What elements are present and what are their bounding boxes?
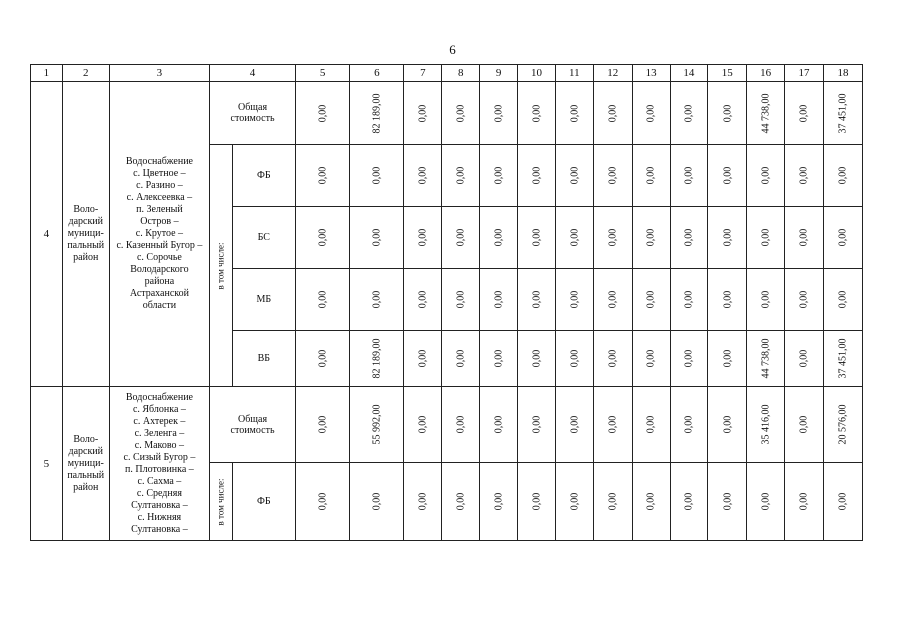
column-header: 10 (518, 65, 556, 82)
value-text: 0,00 (607, 349, 619, 368)
column-header: 4 (210, 65, 296, 82)
value-text: 0,00 (683, 228, 695, 247)
in-that-number-cell (210, 145, 233, 387)
value-cell (593, 145, 632, 207)
value-text: 0,00 (317, 349, 329, 368)
value-text: 0,00 (568, 349, 580, 368)
value-text: 0,00 (760, 166, 772, 185)
value-cell (350, 331, 404, 387)
value-cell (632, 331, 670, 387)
value-cell (442, 331, 480, 387)
value-text: 0,00 (317, 415, 329, 434)
value-cell (708, 207, 747, 269)
value-text: 0,00 (798, 228, 810, 247)
value-text: 0,00 (837, 290, 849, 309)
value-cell (785, 269, 824, 331)
column-header: 7 (404, 65, 442, 82)
value-text: 0,00 (530, 492, 542, 511)
value-cell (670, 463, 708, 541)
value-cell (518, 145, 556, 207)
value-text: 44 738,00 (760, 93, 772, 133)
value-cell (296, 331, 350, 387)
value-cell (350, 269, 404, 331)
funding-source-label: ФБ (232, 145, 295, 207)
object-name-line: с. Сахма – (137, 475, 182, 487)
value-text: 0,00 (371, 228, 383, 247)
value-cell (350, 145, 404, 207)
value-cell (708, 145, 747, 207)
funding-source-label: ВБ (232, 331, 295, 387)
object-name-line: с. Маково – (134, 439, 185, 451)
value-text: 0,00 (530, 228, 542, 247)
value-text: 0,00 (493, 290, 505, 309)
object-name-line: Остров – (140, 216, 179, 227)
value-text: 0,00 (607, 415, 619, 434)
value-cell (785, 145, 824, 207)
column-header: 15 (708, 65, 747, 82)
value-cell (442, 145, 480, 207)
district-name-line: дарский (68, 216, 104, 227)
object-name-line: с. Ахтерек – (133, 415, 186, 427)
value-cell (632, 82, 670, 145)
column-header: 6 (350, 65, 404, 82)
in-that-number-cell (210, 463, 233, 541)
value-text: 0,00 (760, 290, 772, 309)
value-text: 0,00 (371, 492, 383, 511)
value-cell (593, 387, 632, 463)
district-name-line: пальный (67, 240, 105, 251)
value-cell (555, 269, 593, 331)
value-cell (350, 463, 404, 541)
value-text: 0,00 (317, 290, 329, 309)
value-text: 0,00 (417, 492, 429, 511)
value-cell (823, 387, 862, 463)
value-text: 0,00 (837, 228, 849, 247)
object-name-line: Султановка – (131, 499, 188, 511)
total-cost-label: Общая стоимость (210, 387, 296, 463)
value-cell (632, 269, 670, 331)
value-text: 0,00 (493, 349, 505, 368)
value-text: 0,00 (645, 290, 657, 309)
object-name-line: с. Цветное – (133, 168, 186, 179)
object-cell (109, 82, 209, 387)
value-text: 0,00 (721, 290, 733, 309)
value-cell (404, 82, 442, 145)
value-text: 0,00 (317, 104, 329, 122)
value-cell (785, 82, 824, 145)
value-text: 0,00 (683, 104, 695, 122)
value-text: 0,00 (683, 349, 695, 368)
value-text: 0,00 (607, 492, 619, 511)
object-name-line: с. Яблонка – (132, 403, 186, 415)
district-name-line: муници- (67, 228, 104, 239)
value-text: 0,00 (837, 492, 849, 511)
value-cell (823, 207, 862, 269)
value-text: 0,00 (455, 166, 467, 185)
object-name-line: Водоснабжение (125, 391, 193, 403)
value-cell (296, 145, 350, 207)
value-text: 0,00 (798, 104, 810, 122)
value-cell (404, 387, 442, 463)
value-text: 0,00 (798, 349, 810, 368)
value-text: 0,00 (645, 228, 657, 247)
value-cell (747, 207, 785, 269)
object-name-line: Володарского (130, 264, 189, 275)
value-text: 0,00 (645, 349, 657, 368)
value-text: 0,00 (493, 166, 505, 185)
object-name-line: с. Средняя (136, 487, 182, 499)
value-cell (296, 207, 350, 269)
value-cell (785, 463, 824, 541)
value-text: 0,00 (417, 415, 429, 434)
column-header: 16 (747, 65, 785, 82)
value-cell (670, 387, 708, 463)
column-header: 11 (555, 65, 593, 82)
value-cell (404, 463, 442, 541)
value-cell (593, 269, 632, 331)
funding-source-label: БС (232, 207, 295, 269)
value-cell (350, 207, 404, 269)
value-cell (442, 207, 480, 269)
value-text: 82 189,00 (371, 338, 383, 379)
object-name (110, 156, 209, 312)
object-cell (109, 387, 209, 541)
total-cost-label: Общая стоимость (210, 82, 296, 145)
value-cell (747, 463, 785, 541)
district-name-line: Воло- (73, 433, 99, 445)
value-text: 0,00 (530, 104, 542, 122)
value-text: 0,00 (455, 290, 467, 309)
value-text: 0,00 (683, 290, 695, 309)
value-cell (555, 207, 593, 269)
value-cell (747, 145, 785, 207)
value-text: 0,00 (568, 166, 580, 185)
value-text: 0,00 (798, 415, 810, 434)
object-name-line: с. Зеленга – (134, 427, 185, 439)
value-text: 0,00 (417, 228, 429, 247)
object-name-line: с. Нижняя (137, 511, 182, 523)
in-that-number-label: в том числе: (215, 478, 226, 525)
district-cell (62, 82, 109, 387)
district-name (63, 204, 109, 264)
value-cell (404, 145, 442, 207)
value-cell (708, 463, 747, 541)
value-cell (823, 269, 862, 331)
value-cell (593, 463, 632, 541)
value-text: 0,00 (417, 349, 429, 368)
value-text: 0,00 (721, 228, 733, 247)
column-header: 18 (823, 65, 862, 82)
value-text: 0,00 (721, 415, 733, 434)
value-cell (480, 387, 518, 463)
value-cell (555, 463, 593, 541)
value-cell (593, 82, 632, 145)
value-cell (442, 387, 480, 463)
value-text: 0,00 (798, 492, 810, 511)
column-header: 5 (296, 65, 350, 82)
value-cell (747, 331, 785, 387)
value-text: 37 451,00 (837, 93, 849, 133)
value-cell (555, 145, 593, 207)
object-name-line: с. Разино – (136, 180, 183, 191)
group-number: 4 (31, 82, 63, 387)
value-cell (747, 269, 785, 331)
value-cell (593, 331, 632, 387)
value-text: 0,00 (683, 492, 695, 511)
column-header: 17 (785, 65, 824, 82)
value-cell (632, 387, 670, 463)
value-cell (296, 387, 350, 463)
value-cell (518, 463, 556, 541)
value-text: 0,00 (798, 166, 810, 185)
value-text: 0,00 (417, 166, 429, 185)
district-name-line: район (73, 481, 99, 493)
object-name-line: п. Плотовинка – (125, 463, 194, 475)
value-cell (823, 331, 862, 387)
value-text: 0,00 (455, 104, 467, 122)
value-cell (632, 145, 670, 207)
in-that-number-label: в том числе: (215, 242, 226, 289)
value-cell (518, 207, 556, 269)
object-name-line: п. Зеленый (136, 204, 183, 215)
value-cell (747, 82, 785, 145)
value-cell (518, 331, 556, 387)
column-header: 2 (62, 65, 109, 82)
value-text: 0,00 (493, 415, 505, 434)
column-header-row (31, 65, 863, 82)
value-text: 0,00 (371, 290, 383, 309)
value-cell (670, 82, 708, 145)
value-text: 0,00 (371, 166, 383, 185)
value-text: 0,00 (607, 166, 619, 185)
value-text: 0,00 (493, 228, 505, 247)
district-name-line: район (73, 252, 99, 263)
value-text: 0,00 (530, 166, 542, 185)
value-text: 0,00 (493, 492, 505, 511)
value-text: 0,00 (455, 415, 467, 434)
value-cell (632, 207, 670, 269)
value-text: 0,00 (798, 290, 810, 309)
value-text: 0,00 (568, 492, 580, 511)
column-header: 13 (632, 65, 670, 82)
object-name-line: Султановка – (131, 523, 188, 535)
object-name-line: с. Сорочье (136, 252, 182, 263)
value-text: 0,00 (837, 166, 849, 185)
district-name-line: Воло- (73, 204, 99, 215)
district-name-line: муници- (67, 457, 104, 469)
value-cell (823, 82, 862, 145)
value-text: 0,00 (530, 290, 542, 309)
value-text: 0,00 (455, 228, 467, 247)
value-text: 20 576,00 (837, 404, 849, 445)
value-text: 0,00 (455, 349, 467, 368)
value-cell (823, 463, 862, 541)
value-text: 82 189,00 (371, 93, 383, 133)
value-cell (480, 463, 518, 541)
value-text: 0,00 (317, 228, 329, 247)
value-text: 0,00 (683, 415, 695, 434)
value-cell (708, 331, 747, 387)
value-cell (480, 207, 518, 269)
value-text: 0,00 (760, 228, 772, 247)
value-text: 0,00 (317, 166, 329, 185)
group-number: 5 (31, 387, 63, 541)
district-name-line: дарский (68, 445, 104, 457)
value-text: 0,00 (721, 166, 733, 185)
value-text: 0,00 (607, 290, 619, 309)
object-name-line: с. Алексеевка – (126, 192, 193, 203)
column-header: 14 (670, 65, 708, 82)
value-text: 0,00 (568, 290, 580, 309)
value-cell (518, 82, 556, 145)
column-header: 8 (442, 65, 480, 82)
column-header: 9 (480, 65, 518, 82)
value-text: 0,00 (645, 166, 657, 185)
value-text: 0,00 (607, 104, 619, 122)
value-cell (555, 331, 593, 387)
object-name-line: Водоснабжение (125, 156, 193, 167)
table-row (31, 82, 863, 145)
object-name-line: Астраханской (129, 288, 189, 299)
column-header: 1 (31, 65, 63, 82)
value-cell (785, 331, 824, 387)
value-cell (670, 331, 708, 387)
object-name-line: с. Крутое – (135, 228, 184, 239)
value-cell (785, 387, 824, 463)
value-text: 44 738,00 (760, 338, 772, 379)
value-cell (480, 145, 518, 207)
district-cell (62, 387, 109, 541)
value-text: 0,00 (645, 415, 657, 434)
object-name-line: области (142, 300, 177, 311)
value-text: 0,00 (568, 104, 580, 122)
value-text: 0,00 (417, 104, 429, 122)
value-text: 0,00 (530, 415, 542, 434)
value-text: 0,00 (645, 104, 657, 122)
value-cell (670, 269, 708, 331)
value-cell (350, 387, 404, 463)
value-cell (708, 387, 747, 463)
value-text: 0,00 (530, 349, 542, 368)
value-cell (555, 387, 593, 463)
value-cell (480, 82, 518, 145)
value-cell (670, 207, 708, 269)
value-text: 0,00 (417, 290, 429, 309)
funding-source-label: ФБ (232, 463, 295, 541)
value-cell (708, 82, 747, 145)
column-header: 3 (109, 65, 209, 82)
table-row (31, 387, 863, 463)
value-text: 0,00 (493, 104, 505, 122)
value-text: 0,00 (568, 415, 580, 434)
value-text: 0,00 (721, 104, 733, 122)
value-cell (404, 207, 442, 269)
budget-table (30, 64, 863, 541)
value-cell (296, 269, 350, 331)
value-cell (404, 331, 442, 387)
value-text: 37 451,00 (837, 338, 849, 379)
value-cell (404, 269, 442, 331)
value-cell (555, 82, 593, 145)
value-cell (518, 387, 556, 463)
object-name-line: района (144, 276, 175, 287)
value-cell (823, 145, 862, 207)
value-cell (296, 82, 350, 145)
object-name-line: с. Казенный Бугор – (116, 240, 203, 251)
value-cell (296, 463, 350, 541)
value-text: 0,00 (607, 228, 619, 247)
value-cell (480, 331, 518, 387)
value-text: 0,00 (645, 492, 657, 511)
district-name (63, 434, 109, 494)
value-cell (480, 269, 518, 331)
value-cell (747, 387, 785, 463)
value-text: 35 416,00 (760, 404, 772, 445)
value-cell (518, 269, 556, 331)
value-cell (442, 269, 480, 331)
value-text: 0,00 (317, 492, 329, 511)
value-cell (350, 82, 404, 145)
object-name-line: с. Сизый Бугор – (123, 451, 196, 463)
object-name (110, 392, 209, 536)
value-cell (632, 463, 670, 541)
value-cell (670, 145, 708, 207)
value-cell (442, 82, 480, 145)
value-text: 0,00 (760, 492, 772, 511)
value-text: 0,00 (568, 228, 580, 247)
value-text: 0,00 (455, 492, 467, 511)
value-text: 55 992,00 (371, 404, 383, 445)
funding-source-label: МБ (232, 269, 295, 331)
value-text: 0,00 (721, 349, 733, 368)
value-cell (708, 269, 747, 331)
column-header: 12 (593, 65, 632, 82)
district-name-line: пальный (67, 469, 105, 481)
value-text: 0,00 (721, 492, 733, 511)
value-cell (593, 207, 632, 269)
value-cell (442, 463, 480, 541)
value-cell (785, 207, 824, 269)
page-number: 6 (449, 42, 456, 57)
value-text: 0,00 (683, 166, 695, 185)
